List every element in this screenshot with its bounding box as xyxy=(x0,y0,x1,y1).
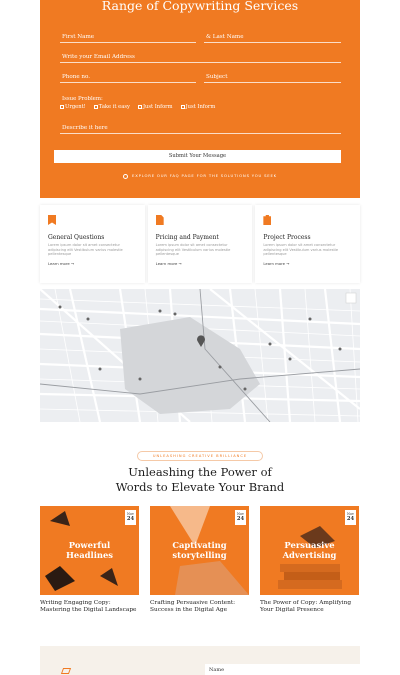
first-name-placeholder: First Name xyxy=(62,34,95,40)
card-project-process xyxy=(255,205,360,283)
card-text: Lorem ipsum dolor sit amet consectetur adipiscing elit Vestibulum varius molestie pellentesque xyxy=(263,243,339,257)
phone-placeholder: Phone no. xyxy=(62,74,91,80)
post-title[interactable]: Crafting Persuasive Content: Success in the Digital Age xyxy=(150,600,236,613)
post-label-line-1: Captivating xyxy=(172,540,227,550)
last-name-field[interactable] xyxy=(204,31,341,43)
checkbox-icon xyxy=(181,105,185,109)
post-month: Nov xyxy=(127,512,134,516)
first-name-field[interactable] xyxy=(60,31,196,43)
email-placeholder: Write your Email Address xyxy=(62,54,135,60)
name-placeholder: Name xyxy=(209,667,225,673)
learn-more-link[interactable]: Learn more → xyxy=(263,260,290,266)
location-map[interactable] xyxy=(40,289,360,422)
phone-field[interactable] xyxy=(60,71,196,83)
post-card[interactable] xyxy=(40,506,139,614)
issue-checkbox-urgent[interactable] xyxy=(60,104,86,110)
learn-more-link[interactable]: Learn more → xyxy=(48,260,75,266)
name-field[interactable] xyxy=(205,664,360,675)
card-text: Lorem ipsum dolor sit amet consectetur adipiscing elit Vestibulum varius molestie pellentesque xyxy=(155,243,231,257)
last-name-placeholder: & Last Name xyxy=(206,34,244,40)
subject-field[interactable] xyxy=(204,71,341,83)
issue-checkbox-just-inform[interactable] xyxy=(138,104,173,110)
document-edit-icon xyxy=(156,215,164,225)
post-date-badge xyxy=(125,510,136,525)
checkbox-icon xyxy=(60,105,64,109)
headline-line-1: Unleashing the Power of xyxy=(128,465,272,479)
post-day: 24 xyxy=(346,516,355,522)
checkbox-icon xyxy=(138,105,142,109)
section-tag: UNLEASHING CREATIVE BRILLIANCE xyxy=(137,451,263,461)
bottom-contact-section xyxy=(40,646,360,675)
submit-button[interactable]: Submit Your Message xyxy=(54,150,341,163)
bookmark-icon xyxy=(48,215,56,225)
blog-posts xyxy=(40,506,360,614)
faq-link[interactable] xyxy=(40,173,360,179)
card-title: General Questions xyxy=(48,234,105,241)
contact-form-panel xyxy=(40,0,360,198)
post-label-line-2: storytelling xyxy=(172,550,227,560)
post-image[interactable] xyxy=(40,506,139,595)
post-date-badge xyxy=(345,510,356,525)
issue-label: Take it easy xyxy=(98,104,130,110)
issue-label: Just Inform xyxy=(185,104,216,110)
post-label-line-1: Persuasive xyxy=(284,540,335,550)
post-date-badge xyxy=(235,510,246,525)
clipboard-icon xyxy=(263,215,271,225)
post-image-label xyxy=(260,540,359,560)
map-graphic xyxy=(40,289,360,422)
post-image-label xyxy=(150,540,249,560)
paper-plane-icon xyxy=(61,668,71,674)
post-month: Nov xyxy=(347,512,354,516)
post-title[interactable]: The Power of Copy: Amplifying Your Digital Presence xyxy=(260,600,352,613)
post-card[interactable] xyxy=(260,506,359,614)
issue-problem-label: Issue Problem: xyxy=(62,96,103,102)
learn-more-link[interactable]: Learn more → xyxy=(155,260,182,266)
post-image[interactable] xyxy=(260,506,359,595)
post-image-label xyxy=(40,540,139,560)
search-icon xyxy=(123,174,128,179)
issue-checkbox-just-inform-2[interactable] xyxy=(181,104,216,110)
card-pricing-payment xyxy=(148,205,253,283)
post-label-line-2: Headlines xyxy=(65,550,114,560)
headline-line-2: Words to Elevate Your Brand xyxy=(115,480,285,494)
post-label-line-2: Advertising xyxy=(282,550,337,560)
faq-text: EXPLORE OUR FAQ PAGE FOR THE SOLUTIONS YOU SEEK xyxy=(132,173,277,178)
subject-placeholder: Subject xyxy=(206,74,228,80)
card-title: Pricing and Payment xyxy=(155,234,219,241)
email-field[interactable] xyxy=(60,51,341,63)
card-general-questions xyxy=(40,205,145,283)
describe-placeholder: Describe it here xyxy=(62,125,108,131)
post-day: 24 xyxy=(236,516,245,522)
post-label-line-1: Powerful xyxy=(68,540,111,550)
issue-label: Just Inform xyxy=(142,104,173,110)
post-card[interactable] xyxy=(150,506,249,614)
post-image[interactable] xyxy=(150,506,249,595)
issue-checkboxes xyxy=(60,104,215,110)
issue-checkbox-take-it-easy[interactable] xyxy=(94,104,130,110)
info-cards xyxy=(40,205,360,283)
describe-field[interactable] xyxy=(60,122,341,134)
section-headline xyxy=(60,465,340,495)
card-title: Project Process xyxy=(263,234,311,241)
post-day: 24 xyxy=(126,516,135,522)
post-month: Nov xyxy=(237,512,244,516)
issue-label: Urgent! xyxy=(65,104,86,110)
card-text: Lorem ipsum dolor sit amet consectetur adipiscing elit Vestibulum varius molestie pellentesque xyxy=(48,243,123,257)
form-title: Range of Copywriting Services xyxy=(101,0,299,13)
checkbox-icon xyxy=(94,105,98,109)
post-title[interactable]: Writing Engaging Copy: Mastering the Digital Landscape xyxy=(40,600,137,613)
